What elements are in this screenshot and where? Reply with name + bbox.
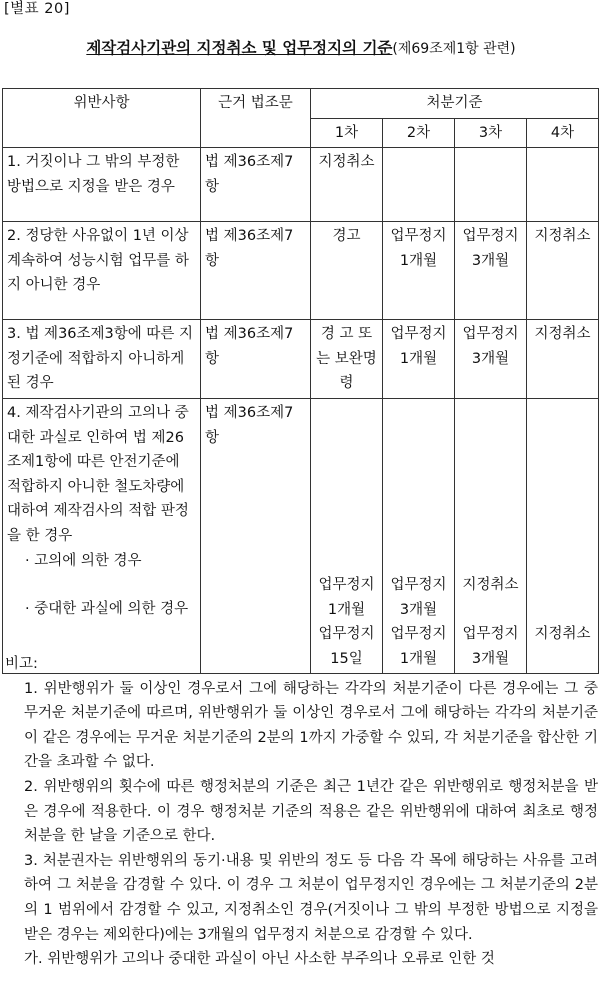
- criteria-table: [2, 88, 599, 674]
- note-item: 1. 위반행위가 둘 이상인 경우로서 그에 해당하는 각각의 처분기준이 다른 경우에는 그 중 무거운 처분기준에 따르며, 위반행위가 둘 이상인 경우로서 그에 해당하는 각각의 처분기준이 같은 경우에는 무거운 처분기준의 2분의 1까지 가중할 수 있되, 각 처분기준을 합산한 기간을 초과할 수 없다.: [24, 680, 598, 771]
- fourth-cell: [527, 398, 599, 673]
- negligence-fourth: 지정취소: [534, 625, 591, 642]
- table-row: [3, 398, 599, 673]
- basis-cell: 법 제36조제7항: [201, 320, 311, 399]
- third-cell: [455, 148, 527, 222]
- first-cell: 경고: [311, 222, 383, 320]
- intentional-fourth: [531, 573, 594, 622]
- notes-label: 비고:: [5, 656, 38, 672]
- violation-text: 4. 제작검사기관의 고의나 중대한 과실로 인하여 법 제26조제1항에 따른 안전기준에 적합하지 아니한 철도차량에 대하여 제작검사의 적합 판정을 한 경우: [7, 404, 189, 544]
- header-violation: 위반사항: [3, 89, 201, 148]
- document-title: [0, 36, 602, 58]
- header-second: 2차: [383, 118, 455, 148]
- violation-cell: 3. 법 제36조제3항에 따른 지정기준에 적합하지 아니하게 된 경우: [3, 320, 201, 399]
- basis-cell: 법 제36조제7항: [201, 148, 311, 222]
- second-cell: 업무정지 1개월: [383, 320, 455, 399]
- third-cell: 업무정지 3개월: [455, 222, 527, 320]
- basis-cell: 법 제36조제7항: [201, 222, 311, 320]
- notes-section: [0, 652, 602, 972]
- fourth-cell: 지정취소: [527, 320, 599, 399]
- negligence-first: 업무정지 15일: [318, 626, 375, 667]
- third-cell: 업무정지 3개월: [455, 320, 527, 399]
- header-first: 1차: [311, 118, 383, 148]
- second-cell: [383, 398, 455, 673]
- header-fourth: 4차: [527, 118, 599, 148]
- basis-cell: 법 제36조제7항: [201, 398, 311, 673]
- table-row: [3, 148, 599, 222]
- note-sub-item: 가. 위반행위가 고의나 중대한 과실이 아닌 사소한 부주의나 오류로 인한 것: [24, 951, 495, 968]
- fourth-cell: [527, 148, 599, 222]
- note-item: 2. 위반행위의 횟수에 따른 행정처분의 기준은 최근 1년간 같은 위반행위로 행정처분을 받은 경우에 적용한다. 이 경우 행정처분 기준의 적용은 같은 위반행위에 대하여 최초로 행정처분을 한 날을 기준으로 한다.: [24, 778, 598, 845]
- header-criteria: 처분기준: [311, 89, 599, 119]
- title-main: 제작검사기관의 지정취소 및 업무정지의 기준: [86, 39, 393, 57]
- violation-cell: 2. 정당한 사유없이 1년 이상 계속하여 성능시험 업무를 하지 아니한 경우: [3, 222, 201, 320]
- table-row: [3, 320, 599, 399]
- header-basis: 근거 법조문: [201, 89, 311, 148]
- note-item: 3. 처분권자는 위반행위의 동기·내용 및 위반의 정도 등 다음 각 목에 해당하는 사유를 고려하여 그 처분을 감경할 수 있다. 이 경우 그 처분이 업무정지인 경우에는 그 처분기준의 2분의 1 범위에서 감경할 수 있고, 지정취소인 경우(거짓이나 그 밖의 부정한 방법으로 지정을 받은 경우는 제외한다)에는 3개월의 업무정지 처분으로 감경할 수 있다.: [24, 852, 598, 943]
- first-cell: 지정취소: [311, 148, 383, 222]
- violation-cell: [3, 398, 201, 673]
- sub-violation-negligence: · 중대한 과실에 의한 경우: [25, 601, 189, 618]
- second-cell: 업무정지 1개월: [383, 222, 455, 320]
- third-cell: [455, 398, 527, 673]
- first-cell: 경 고 또 는 보완명령: [311, 320, 383, 399]
- negligence-second: 업무정지 1개월: [390, 626, 447, 667]
- first-cell: [311, 398, 383, 673]
- table-row: [3, 222, 599, 320]
- intentional-first: 업무정지 1개월: [318, 576, 375, 618]
- intentional-second: 업무정지 3개월: [390, 576, 447, 618]
- title-reference: (제69조제1항 관련): [392, 41, 516, 57]
- annex-label: [별표 20]: [4, 1, 70, 17]
- negligence-third: 업무정지 3개월: [462, 625, 519, 667]
- intentional-third: 지정취소: [462, 576, 519, 593]
- violation-cell: 1. 거짓이나 그 밖의 부정한 방법으로 지정을 받은 경우: [3, 148, 201, 222]
- sub-violation-intentional: · 고의에 의한 경우: [25, 552, 142, 569]
- fourth-cell: 지정취소: [527, 222, 599, 320]
- header-third: 3차: [455, 118, 527, 148]
- second-cell: [383, 148, 455, 222]
